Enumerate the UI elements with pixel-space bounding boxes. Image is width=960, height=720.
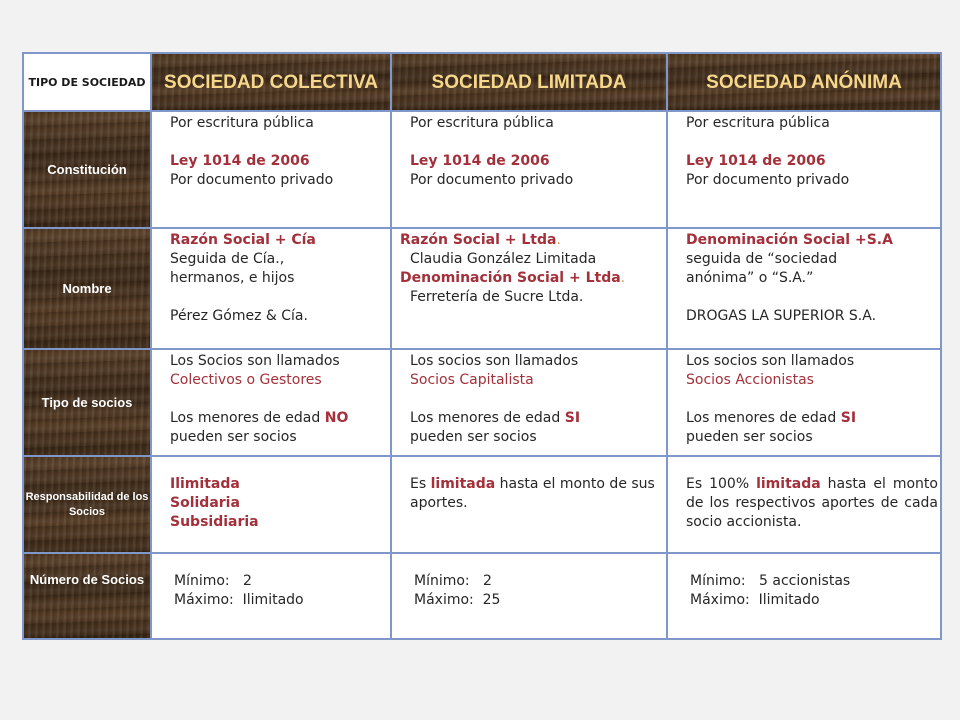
cell-numero-colectiva (151, 553, 391, 639)
cell-nombre-anonima (667, 228, 941, 349)
cell-flag: SI (564, 410, 581, 426)
cell-line: Por escritura pública (170, 115, 314, 131)
cell-tipo-socios-anonima (667, 349, 941, 456)
cell-text: Es 100% (686, 476, 757, 492)
cell-line: Por documento privado (170, 172, 334, 188)
cell-line-example: Ferretería de Sucre Ltda. (410, 289, 584, 305)
cell-tipo-socios-limitada (391, 349, 667, 456)
cell-line: Subsidiaria (170, 514, 259, 530)
row-label-responsabilidad: Responsabilidad de los Socios (23, 456, 151, 553)
cell-flag: NO (324, 410, 349, 426)
cell-line: Ilimitada (170, 476, 240, 492)
cell-line: pueden ser socios (410, 429, 537, 445)
row-label-numero-socios: Número de Socios (23, 553, 151, 639)
header-sociedad-anonima: SOCIEDAD ANÓNIMA (667, 53, 941, 111)
cell-tipo-socios-colectiva (151, 349, 391, 456)
cell-line: Los socios son llamados (686, 353, 855, 369)
cell-line: Los menores de edad (410, 410, 565, 426)
cell-line: anónima” o “S.A.” (686, 270, 814, 286)
header-row (23, 53, 941, 111)
cell-constitucion-colectiva (151, 111, 391, 228)
cell-line-formula: Razón Social + Cía (170, 232, 316, 248)
cell-text: hasta el monto de los respectivos aportes de cada socio accionista. (686, 476, 938, 530)
cell-line: Claudia González Limitada (410, 251, 597, 267)
cell-numero-anonima (667, 553, 941, 639)
cell-numero-limitada (391, 553, 667, 639)
cell-line: Solidaria (170, 495, 240, 511)
row-nombre (23, 228, 941, 349)
cell-constitucion-limitada (391, 111, 667, 228)
cell-line: pueden ser socios (686, 429, 813, 445)
cell-line: Los menores de edad (686, 410, 841, 426)
cell-line-law: Ley 1014 de 2006 (686, 153, 826, 169)
cell-line: Por documento privado (686, 172, 850, 188)
cell-line-formula: Denominación Social + Ltda (400, 270, 621, 286)
cell-text: Es (410, 476, 431, 492)
cell-nombre-colectiva (151, 228, 391, 349)
row-label-nombre: Nombre (23, 228, 151, 349)
cell-line: hermanos, e hijos (170, 270, 295, 286)
cell-line-formula: Razón Social + Ltda (400, 232, 557, 248)
row-constitucion (23, 111, 941, 228)
cell-nombre-limitada (391, 228, 667, 349)
cell-dot: . (556, 232, 561, 248)
row-responsabilidad (23, 456, 941, 553)
cell-line-example: Pérez Gómez & Cía. (170, 308, 308, 324)
cell-responsabilidad-anonima (667, 456, 941, 553)
row-numero-socios (23, 553, 941, 639)
cell-max: Máximo: Ilimitado (690, 592, 820, 608)
cell-text: hasta el monto de sus aportes. (410, 476, 655, 511)
header-sociedad-colectiva: SOCIEDAD COLECTIVA (151, 53, 391, 111)
comparison-table (22, 52, 942, 640)
cell-line: Por documento privado (410, 172, 574, 188)
cell-line: Los socios son llamados (410, 353, 579, 369)
cell-line: Por escritura pública (686, 115, 830, 131)
cell-min: Mínimo: 5 accionistas (690, 573, 851, 589)
cell-keyword: limitada (430, 476, 496, 492)
cell-max: Máximo: 25 (414, 592, 501, 608)
cell-line-law: Ley 1014 de 2006 (410, 153, 550, 169)
cell-line: Seguida de Cía., (170, 251, 285, 267)
row-label-constitucion: Constitución (23, 111, 151, 228)
cell-responsabilidad-colectiva (151, 456, 391, 553)
row-label-tipo-socios: Tipo de socios (23, 349, 151, 456)
cell-line-partner-type: Socios Accionistas (686, 372, 814, 388)
corner-header: TIPO DE SOCIEDAD (23, 53, 151, 111)
cell-line-law: Ley 1014 de 2006 (170, 153, 310, 169)
cell-line-example: DROGAS LA SUPERIOR S.A. (686, 308, 877, 324)
cell-line: Los menores de edad (170, 410, 325, 426)
cell-min: Mínimo: 2 (174, 573, 252, 589)
cell-line-partner-type: Socios Capitalista (410, 372, 534, 388)
cell-line: pueden ser socios (170, 429, 297, 445)
cell-max: Máximo: Ilimitado (174, 592, 304, 608)
cell-keyword: limitada (756, 476, 821, 492)
cell-line: Por escritura pública (410, 115, 554, 131)
cell-line: Los Socios son llamados (170, 353, 340, 369)
cell-line-formula: Denominación Social +S.A (686, 232, 893, 248)
cell-min: Mínimo: 2 (414, 573, 492, 589)
cell-line: seguida de “sociedad (686, 251, 838, 267)
cell-responsabilidad-limitada (391, 456, 667, 553)
cell-line-partner-type: Colectivos o Gestores (170, 372, 322, 388)
cell-flag: SI (840, 410, 857, 426)
header-sociedad-limitada: SOCIEDAD LIMITADA (391, 53, 667, 111)
row-tipo-socios (23, 349, 941, 456)
cell-constitucion-anonima (667, 111, 941, 228)
cell-dot: . (620, 270, 626, 286)
